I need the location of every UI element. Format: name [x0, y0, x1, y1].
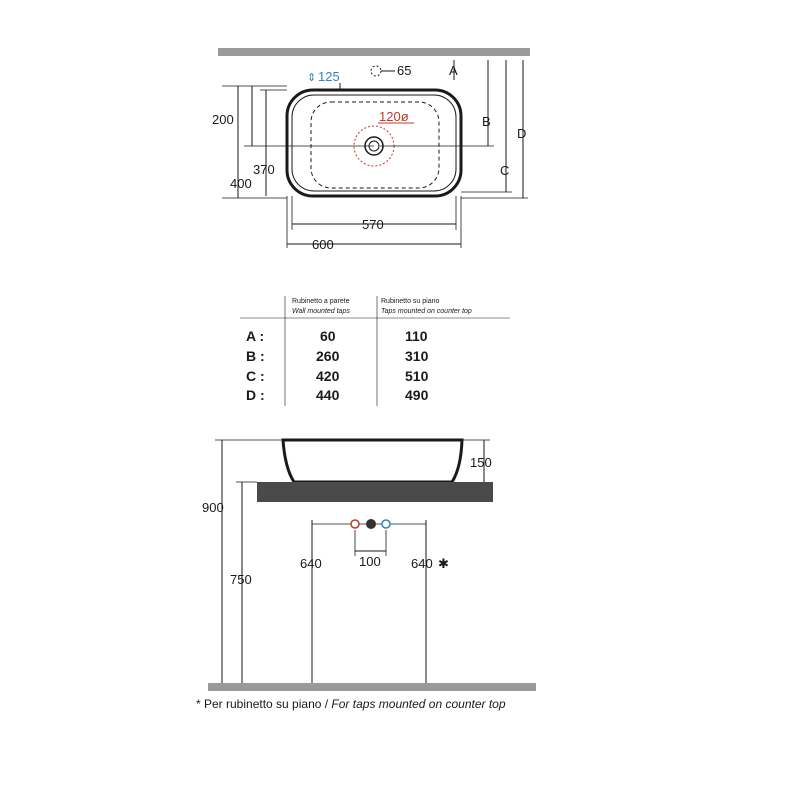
label-d: D — [517, 126, 527, 141]
footnote-en: For taps mounted on counter top — [331, 697, 506, 711]
table-cell-counter: 310 — [405, 348, 429, 364]
label-b: B — [482, 114, 491, 129]
floor-bar — [208, 683, 536, 691]
table-col2-header: Rubinetto su piano — [381, 298, 440, 305]
table-cell-counter: 510 — [405, 368, 429, 384]
table-cell-wall: 420 — [316, 368, 340, 384]
hot-water-icon — [351, 520, 359, 528]
basin-rim-inner — [292, 95, 456, 191]
cold-water-icon — [382, 520, 390, 528]
label-c: C — [500, 163, 510, 178]
wall-bar-top — [218, 48, 530, 56]
dim-370: 370 — [253, 162, 275, 177]
table-col1-header-en: Wall mounted taps — [292, 308, 350, 315]
table-row-label: C : — [246, 368, 265, 384]
basin-side-profile — [283, 440, 462, 482]
table-row-label: B : — [246, 348, 265, 364]
dim-150: 150 — [470, 455, 492, 470]
table-cell-counter: 490 — [405, 387, 429, 403]
table-cell-wall: 440 — [316, 387, 340, 403]
dim-400: 400 — [230, 176, 252, 191]
side-view — [202, 440, 536, 691]
dim-570: 570 — [362, 217, 384, 232]
dim-640-left: 640 — [300, 556, 322, 571]
dim-125: 125 — [318, 69, 340, 84]
arrow-updown-icon: ⇕ — [307, 72, 317, 84]
table-cell-counter: 110 — [405, 328, 428, 344]
table-cell-wall: 260 — [316, 348, 340, 364]
table-col1-header: Rubinetto a parete — [292, 298, 350, 305]
dimension-table — [240, 296, 510, 406]
dim-600: 600 — [312, 237, 334, 252]
dim-640-right: 640 — [411, 556, 433, 571]
footnote-it: * Per rubinetto su piano / — [196, 697, 332, 711]
footnote — [196, 697, 506, 711]
top-view — [212, 48, 530, 252]
table-row-label: A : — [246, 328, 265, 344]
table-col2-header-en: Taps mounted on counter top — [381, 308, 472, 315]
table-row-label: D : — [246, 387, 265, 403]
dim-200: 200 — [212, 112, 234, 127]
label-a: A — [449, 63, 458, 78]
dim-65: 65 — [397, 63, 412, 78]
drain-pipe-icon — [366, 519, 376, 529]
dim-900: 900 — [202, 500, 224, 515]
countertop — [257, 482, 493, 502]
dim-100: 100 — [359, 554, 381, 569]
table-cell-wall: 60 — [320, 328, 336, 344]
asterisk-icon: ✱ — [438, 556, 449, 571]
dim-750: 750 — [230, 572, 252, 587]
tap-hole-icon — [371, 66, 381, 76]
dim-120-diameter: 120ø — [379, 109, 409, 124]
basin-bowl-dashed — [311, 102, 439, 188]
